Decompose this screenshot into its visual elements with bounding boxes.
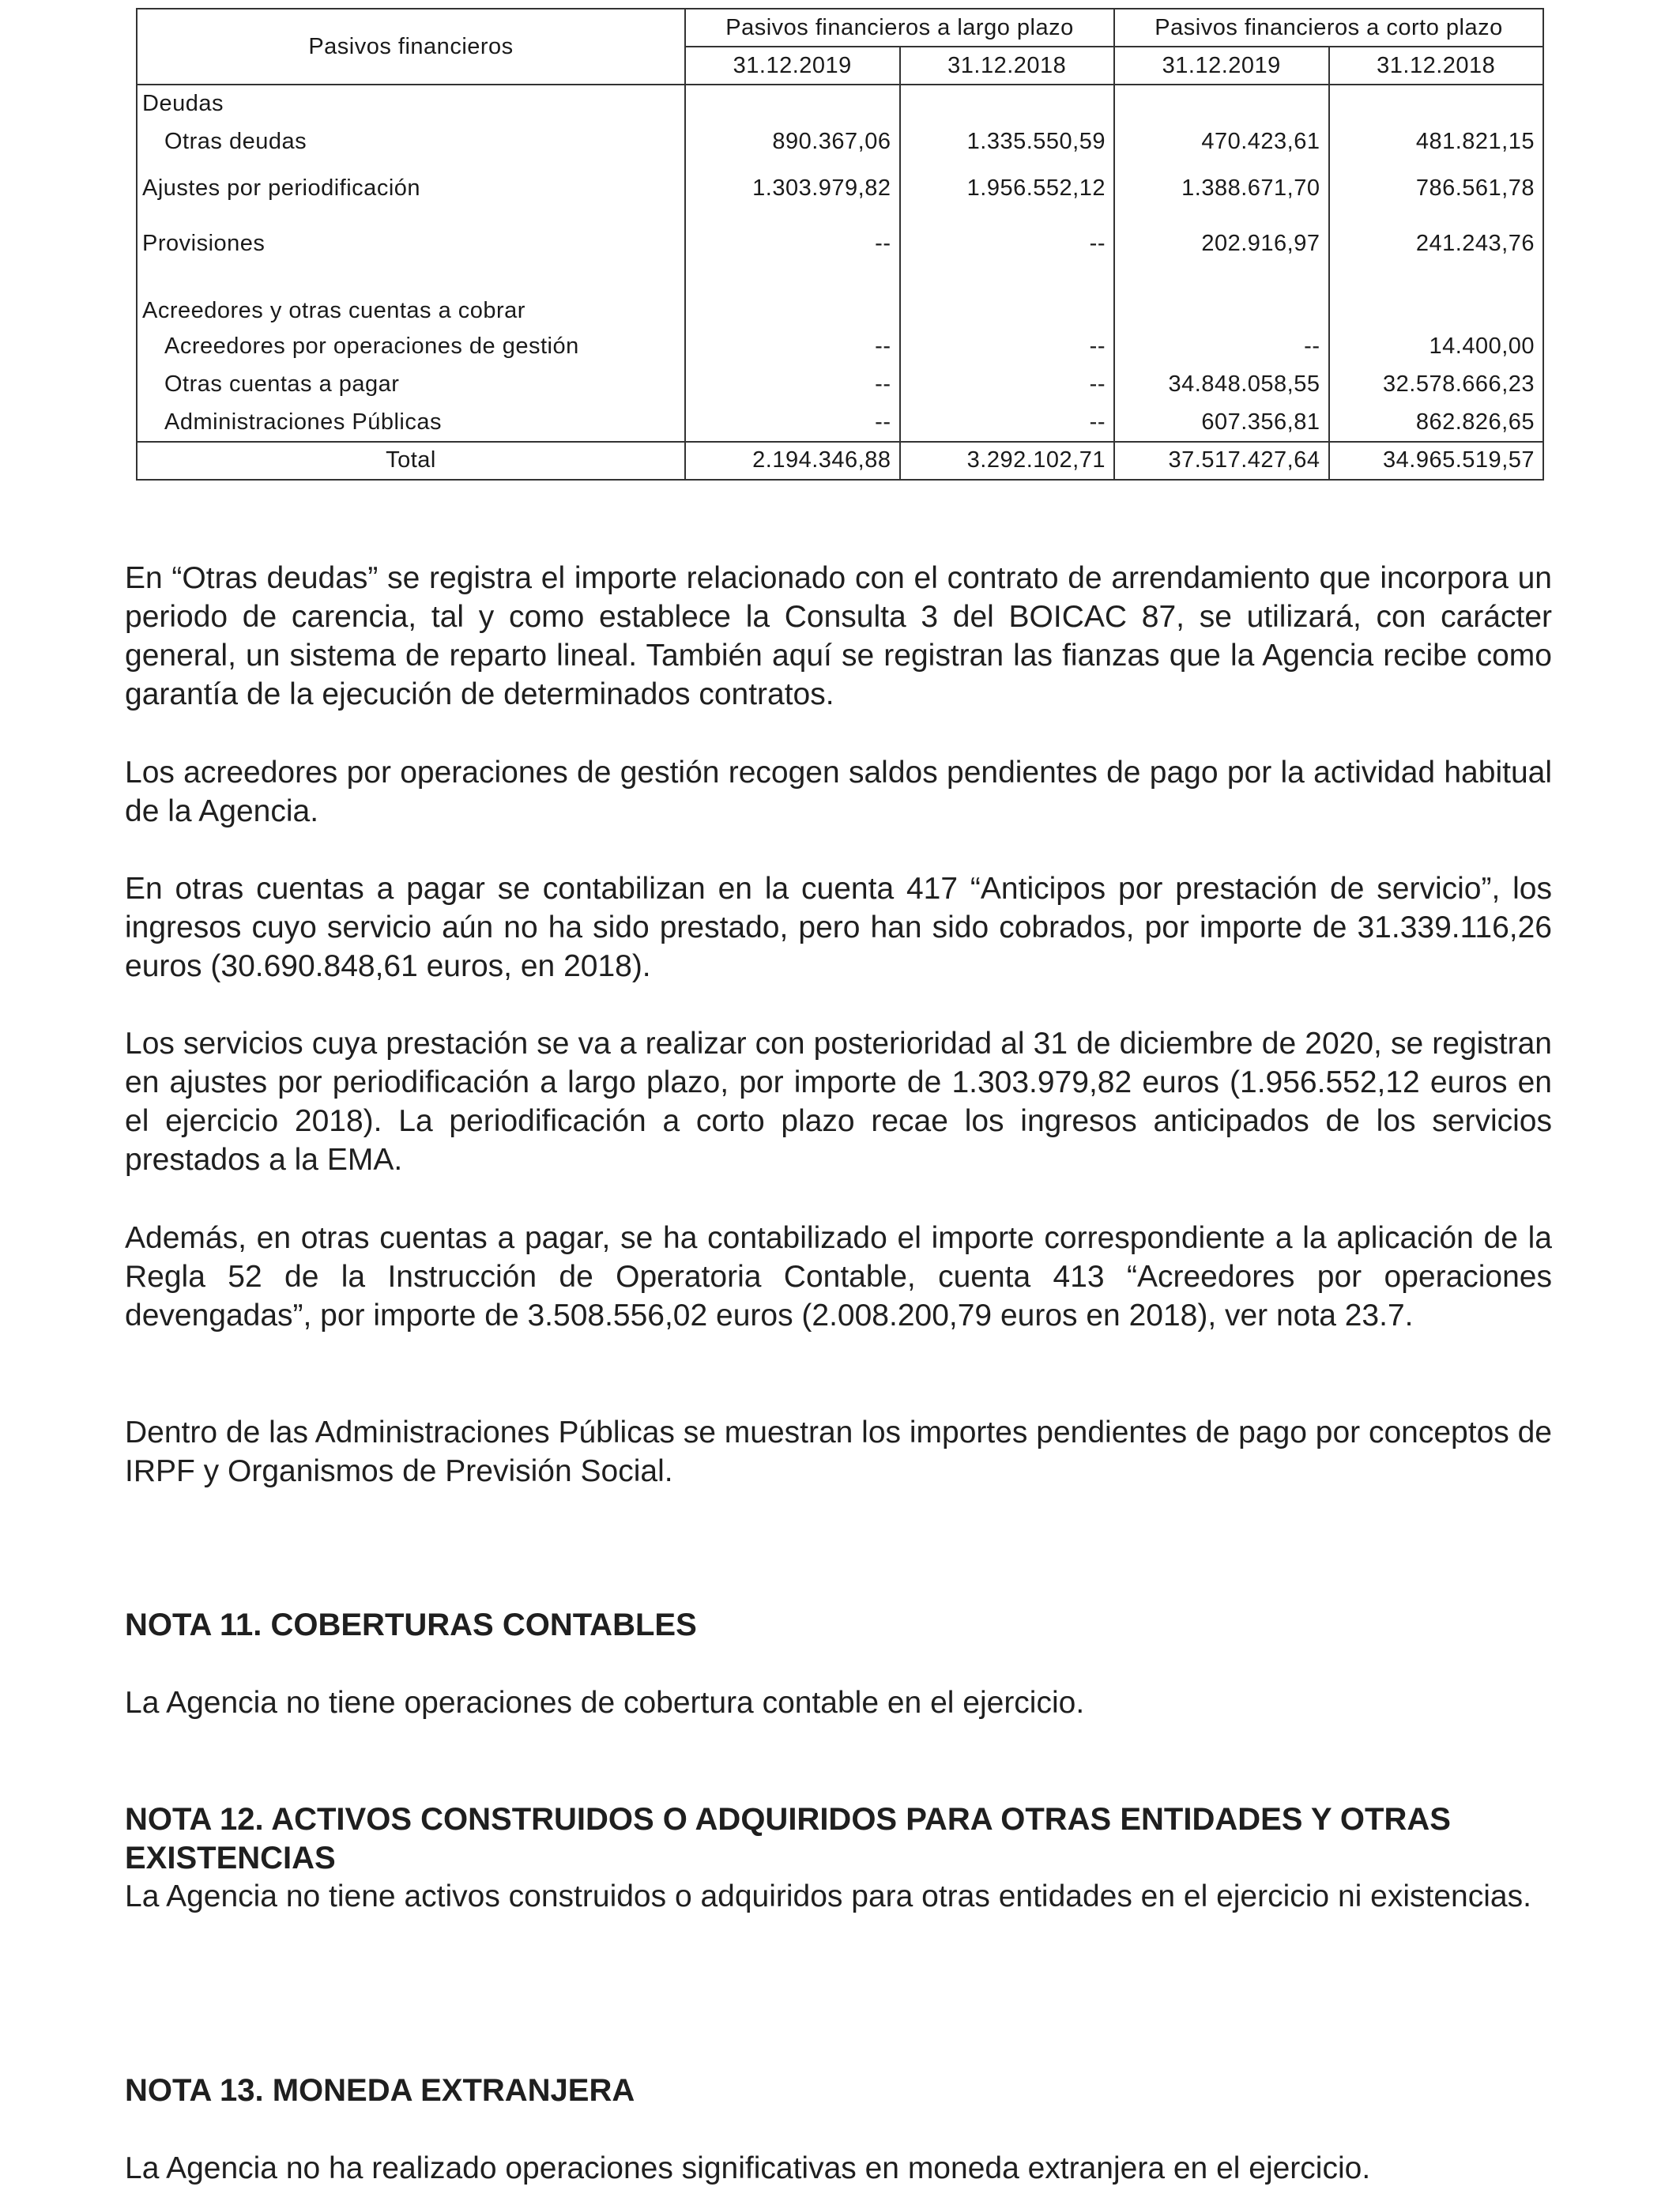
paragraph-acreedores: Los acreedores por operaciones de gestión recogen saldos pendientes de pago por la actividad habitual de la Agencia. xyxy=(125,756,1552,828)
row-label: Administraciones Públicas xyxy=(137,404,685,442)
table-cell: 3.292.102,71 xyxy=(900,442,1115,480)
table-cell: 607.356,81 xyxy=(1114,404,1329,442)
note-11-heading: NOTA 11. COBERTURAS CONTABLES xyxy=(125,1608,697,1642)
table-cell: 2.194.346,88 xyxy=(685,442,900,480)
paragraph-administraciones: Dentro de las Administraciones Públicas se muestran los importes pendientes de pago por conceptos de IRPF y Organismos de Previsión Social. xyxy=(125,1416,1552,1488)
table-cell: -- xyxy=(685,404,900,442)
table-cell: 241.243,76 xyxy=(1329,217,1544,272)
table-row xyxy=(137,85,1543,123)
date-header: 31.12.2018 xyxy=(900,47,1115,85)
date-header: 31.12.2018 xyxy=(1329,47,1544,85)
table-cell: -- xyxy=(900,217,1115,272)
table-cell: 1.388.671,70 xyxy=(1114,160,1329,216)
table-cell: -- xyxy=(900,404,1115,442)
row-label: Acreedores por operaciones de gestión xyxy=(137,327,685,365)
table-cell: 1.303.979,82 xyxy=(685,160,900,216)
table-cell: -- xyxy=(685,365,900,403)
financial-liabilities-table xyxy=(136,8,1544,481)
long-term-group-header: Pasivos financieros a largo plazo xyxy=(685,9,1114,47)
table-cell: 1.335.550,59 xyxy=(900,123,1115,160)
row-label: Acreedores y otras cuentas a cobrar xyxy=(137,272,685,327)
note-13-heading: NOTA 13. MONEDA EXTRANJERA xyxy=(125,2073,635,2108)
note-12-heading: NOTA 12. ACTIVOS CONSTRUIDOS O ADQUIRIDOS PARA OTRAS ENTIDADES Y OTRAS EXISTENCIAS xyxy=(125,1802,1451,1875)
table-cell: 14.400,00 xyxy=(1329,327,1544,365)
date-header: 31.12.2019 xyxy=(685,47,900,85)
row-label: Provisiones xyxy=(137,217,685,272)
table-cell: -- xyxy=(685,217,900,272)
paragraph-otras-cuentas: En otras cuentas a pagar se contabilizan en la cuenta 417 “Anticipos por prestación de servicio”, los ingresos cuyo servicio aún no ha sido prestado, pero han sido cobrados, por importe de 31.339.116,26 euros (30.690.848,61 euros, en 2018). xyxy=(125,872,1552,983)
table-cell: -- xyxy=(1114,327,1329,365)
table-cell: -- xyxy=(900,327,1115,365)
table-row xyxy=(137,160,1543,216)
paragraph-periodificacion: Los servicios cuya prestación se va a realizar con posterioridad al 31 de diciembre de 2020, se registran en ajustes por periodificación a largo plazo, por importe de 1.303.979,82 euros (1.956.552,12 euros en el ejercicio 2018). La periodificación a corto plazo recae los ingresos anticipados de los servicios prestados a la EMA. xyxy=(125,1027,1552,1177)
row-label: Otras cuentas a pagar xyxy=(137,365,685,403)
note-11-text: La Agencia no tiene operaciones de cobertura contable en el ejercicio. xyxy=(125,1686,1085,1720)
table-cell: 890.367,06 xyxy=(685,123,900,160)
note-13-text: La Agencia no ha realizado operaciones significativas en moneda extranjera en el ejercicio. xyxy=(125,2151,1371,2185)
table-cell: 862.826,65 xyxy=(1329,404,1544,442)
table-row xyxy=(137,123,1543,160)
table-cell: 786.561,78 xyxy=(1329,160,1544,216)
table-cell: -- xyxy=(685,327,900,365)
table-cell: 1.956.552,12 xyxy=(900,160,1115,216)
table-row xyxy=(137,327,1543,365)
short-term-group-header: Pasivos financieros a corto plazo xyxy=(1114,9,1543,47)
table-row xyxy=(137,365,1543,403)
table-cell: 470.423,61 xyxy=(1114,123,1329,160)
table-cell: 34.848.058,55 xyxy=(1114,365,1329,403)
table-total-row xyxy=(137,442,1543,480)
paragraph-regla-52: Además, en otras cuentas a pagar, se ha contabilizado el importe correspondiente a la aplicación de la Regla 52 de la Instrucción de Operatoria Contable, cuenta 413 “Acreedores por operaciones devengadas”, por importe de 3.508.556,02 euros (2.008.200,79 euros en 2018), ver nota 23.7. xyxy=(125,1221,1552,1333)
table-cell: 37.517.427,64 xyxy=(1114,442,1329,480)
table-cell: -- xyxy=(900,365,1115,403)
paragraph-otras-deudas: En “Otras deudas” se registra el importe relacionado con el contrato de arrendamiento que incorpora un periodo de carencia, tal y como establece la Consulta 3 del BOICAC 87, se utilizará, con carácter general, un sistema de reparto lineal. También aquí se registran las fianzas que la Agencia recibe como garantía de la ejecución de determinados contratos. xyxy=(125,561,1552,711)
date-header: 31.12.2019 xyxy=(1114,47,1329,85)
table-row xyxy=(137,404,1543,442)
row-label: Ajustes por periodificación xyxy=(137,160,685,216)
row-label: Otras deudas xyxy=(137,123,685,160)
table-row xyxy=(137,272,1543,327)
table-row xyxy=(137,217,1543,272)
row-label: Deudas xyxy=(137,85,685,123)
table-cell: 34.965.519,57 xyxy=(1329,442,1544,480)
table-cell: 32.578.666,23 xyxy=(1329,365,1544,403)
total-label: Total xyxy=(137,442,685,480)
table-cell: 481.821,15 xyxy=(1329,123,1544,160)
note-12-text: La Agencia no tiene activos construidos o adquiridos para otras entidades en el ejercicio ni existencias. xyxy=(125,1879,1531,1913)
table-cell: 202.916,97 xyxy=(1114,217,1329,272)
table-corner-header: Pasivos financieros xyxy=(137,9,685,85)
